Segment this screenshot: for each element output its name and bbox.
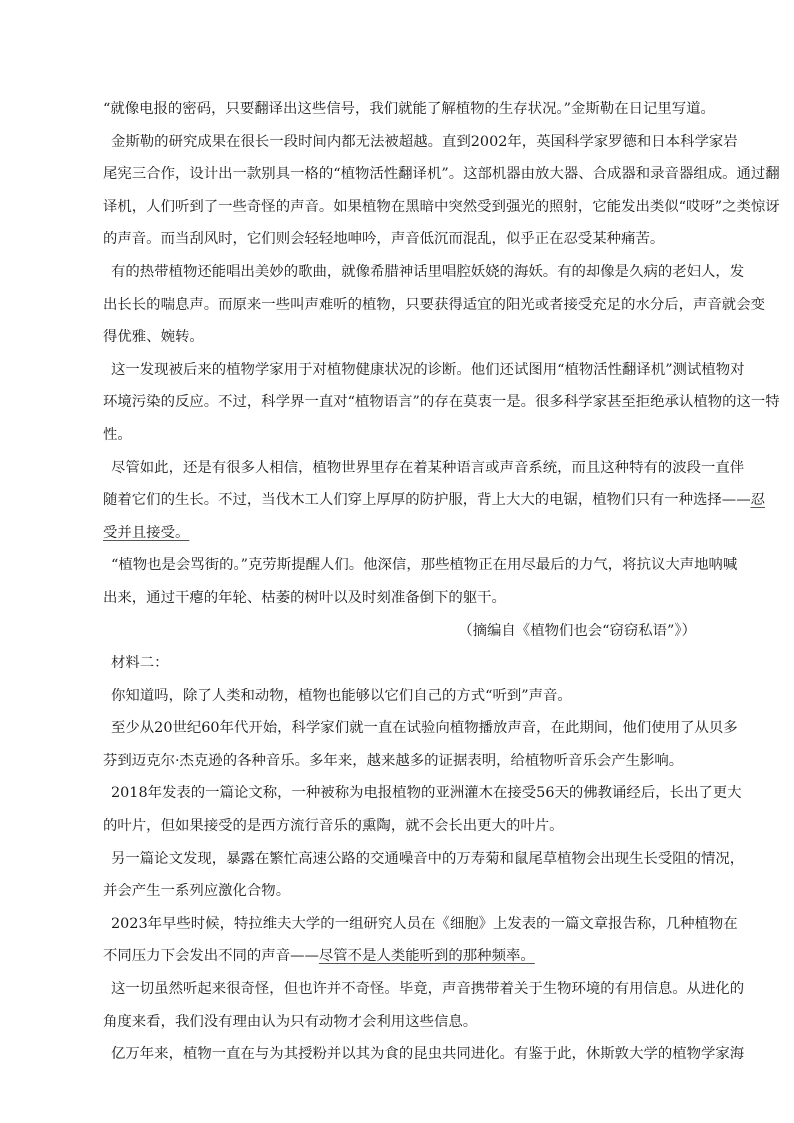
paragraph-line: 芬到迈克尔·杰克逊的各种音乐。多年来，越来越多的证据表明，给植物听音乐会产生影响。 (103, 752, 684, 769)
paragraph-line: 你知道吗，除了人类和动物，植物也能够以它们自己的方式“听到”声音。 (111, 687, 572, 704)
paragraph-line: 有的热带植物还能唱出美妙的歌曲，就像希腊神话里唱腔妖娆的海妖。有的却像是久病的老妇人，发 (111, 263, 745, 280)
paragraph-line: “植物也是会骂街的。”克劳斯提醒人们。他深信，那些植物正在用尽最后的力气，将抗议大声地呐喊 (111, 557, 738, 574)
paragraph-line: 出长长的喘息声。而原来一些叫声难听的植物，只要获得适宜的阳光或者接受充足的水分后，声音就会变 (103, 296, 765, 313)
paragraph-line: 这一切虽然听起来很奇怪，但也许并不奇怪。毕竟，声音携带着关于生物环境的有用信息。从进化的 (111, 981, 745, 998)
paragraph-line: 并会产生一系列应激化合物。 (103, 883, 291, 900)
line-text: 随着它们的生长。不过，当伐木工人们穿上厚厚的防护服，背上大大的电锯，植物们只有一种选择—— (103, 492, 751, 509)
paragraph-line: 译机，人们听到了一些奇怪的声音。如果植物在黑暗中突然受到强光的照射，它能发出类似“哎呀”之类惊讶 (103, 198, 780, 215)
paragraph-line (103, 490, 765, 510)
line-text: 不同压力下会发出不同的声音—— (103, 948, 319, 965)
paragraph-line: 环境污染的反应。不过，科学界一直对“植物语言”的存在莫衷一是。很多科学家甚至拒绝承认植物的这一特 (103, 394, 780, 411)
underlined-text: 尽管不是人类能听到的那种频率。 (318, 948, 535, 965)
paragraph-line: 2018年发表的一篇论文称，一种被称为电报植物的亚洲灌木在接受56天的佛教诵经后，长出了更大 (111, 785, 742, 802)
paragraph-line: 至少从20世纪60年代开始，科学家们就一直在试验向植物播放声音，在此期间，他们使用了从贝多 (111, 720, 738, 737)
paragraph-line: “就像电报的密码，只要翻译出这些信号，我们就能了解植物的生存状况。”金斯勒在日记里写道。 (103, 101, 715, 117)
section-heading: 材料二： (111, 655, 169, 672)
underlined-text: 忍 (750, 492, 765, 509)
paragraph-line: 得优雅、婉转。 (103, 329, 204, 346)
paragraph-line: 2023年早些时候，特拉维夫大学的一组研究人员在《细胞》上发表的一篇文章报告称，几种植物在 (111, 915, 738, 932)
paragraph-line: 性。 (103, 426, 132, 443)
underlined-text: 受并且接受。 (103, 524, 190, 541)
paragraph-line: 的叶片，但如果接受的是西方流行音乐的熏陶，就不会长出更大的叶片。 (103, 818, 564, 835)
paragraph-line: 出来，通过干瘪的年轮、枯萎的树叶以及时刻准备倒下的躯干。 (103, 589, 506, 606)
paragraph-line: 尾宪三合作，设计出一款别具一格的“植物活性翻译机”。这部机器由放大器、合成器和录音器组成。通过翻 (103, 166, 780, 183)
paragraph-line (103, 946, 702, 966)
paragraph-line: 亿万年来，植物一直在与为其授粉并以其为食的昆虫共同进化。有鉴于此，休斯敦大学的植物学家海 (111, 1046, 745, 1063)
paragraph-line: 的声音。而当刮风时，它们则会轻轻地呻吟，声音低沉而混乱，似乎正在忍受某种痛苦。 (103, 231, 665, 248)
paragraph-line: 角度来看，我们没有理由认为只有动物才会利用这些信息。 (103, 1013, 478, 1030)
paragraph-line (103, 523, 702, 543)
paragraph-line: 这一发现被后来的植物学家用于对植物健康状况的诊断。他们还试图用“植物活性翻译机”测试植物对 (111, 361, 745, 378)
paragraph-line: 金斯勒的研究成果在很长一段时间内都无法被超越。直到2002年，英国科学家罗德和日本科学家岩 (111, 133, 738, 150)
source-citation: （摘编自《植物们也会“窃窃私语”》） (458, 622, 696, 639)
paragraph-line: 另一篇论文发现，暴露在繁忙高速公路的交通噪音中的万寿菊和鼠尾草植物会出现生长受阻的情况， (111, 850, 745, 867)
paragraph-line: 尽管如此，还是有很多人相信，植物世界里存在着某种语言或声音系统，而且这种特有的波段一直伴 (111, 459, 745, 476)
